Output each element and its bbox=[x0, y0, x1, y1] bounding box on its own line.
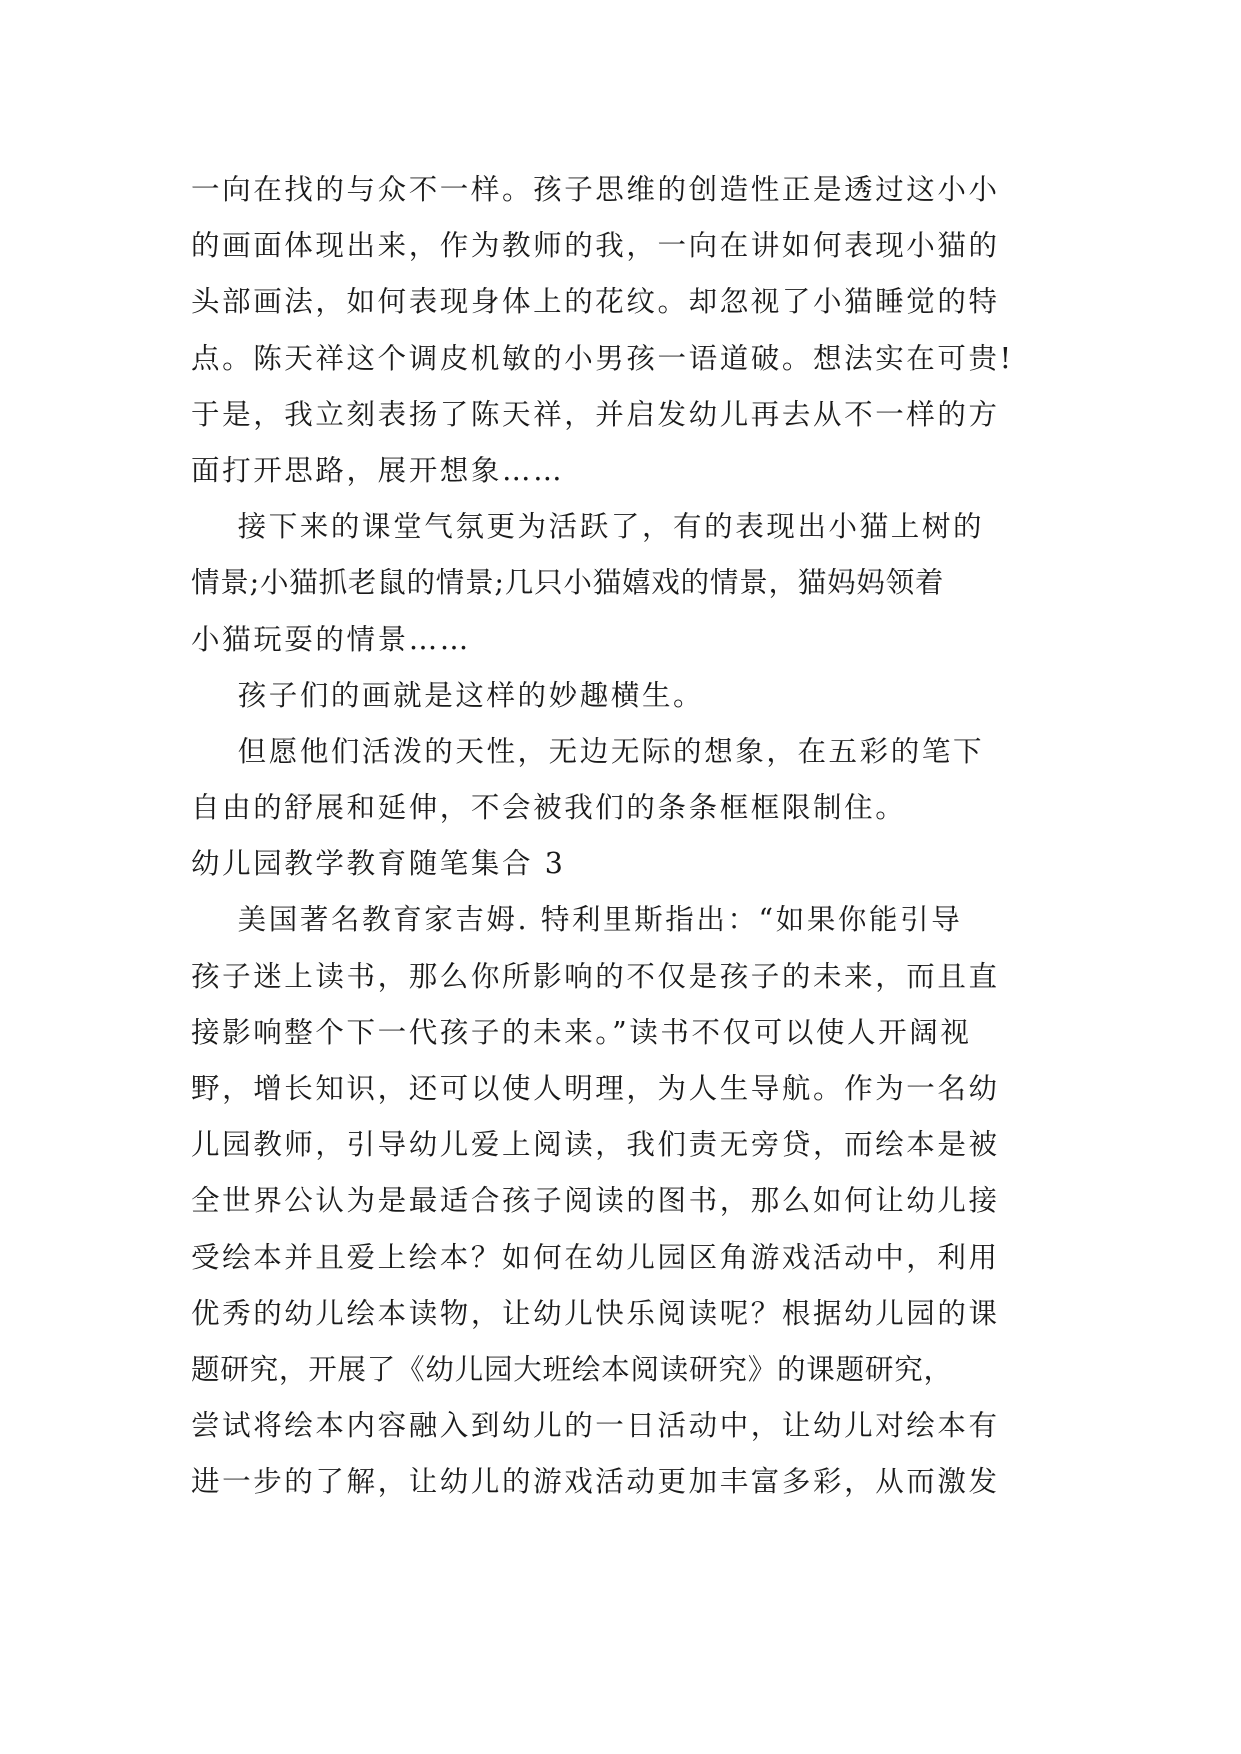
document-body bbox=[191, 162, 1061, 1511]
paragraph-line: 美国著名教育家吉姆. 特利里斯指出：“如果你能引导 bbox=[191, 903, 963, 937]
paragraph-line: 于是，我立刻表扬了陈天祥，并启发幼儿再去从不一样的方 bbox=[191, 397, 1000, 431]
paragraph-line: 接影响整个下一代孩子的未来。”读书不仅可以使人开阔视 bbox=[191, 1015, 972, 1049]
section-heading: 幼儿园教学教育随笔集合 3 bbox=[191, 847, 566, 881]
paragraph-line: 孩子们的画就是这样的妙趣横生。 bbox=[191, 678, 705, 712]
paragraph-line: 头部画法，如何表现身体上的花纹。却忽视了小猫睡觉的特 bbox=[191, 285, 1000, 319]
paragraph-line: 受绘本并且爱上绘本？如何在幼儿园区角游戏活动中，利用 bbox=[191, 1240, 1000, 1274]
paragraph-line: 儿园教师，引导幼儿爱上阅读，我们责无旁贷，而绘本是被 bbox=[191, 1128, 1000, 1162]
paragraph-line: 全世界公认为是最适合孩子阅读的图书，那么如何让幼儿接 bbox=[191, 1184, 1000, 1218]
paragraph-line: 的画面体现出来，作为教师的我，一向在讲如何表现小猫的 bbox=[191, 229, 1000, 263]
paragraph-line: 小猫玩耍的情景…… bbox=[191, 622, 471, 656]
paragraph-line: 进一步的了解，让幼儿的游戏活动更加丰富多彩，从而激发 bbox=[191, 1465, 1000, 1499]
paragraph-line: 接下来的课堂气氛更为活跃了，有的表现出小猫上树的 bbox=[191, 510, 985, 544]
paragraph-line: 野，增长知识，还可以使人明理，为人生导航。作为一名幼 bbox=[191, 1072, 1000, 1105]
paragraph-line: 尝试将绘本内容融入到幼儿的一日活动中，让幼儿对绘本有 bbox=[191, 1409, 1000, 1443]
paragraph-line: 面打开思路，展开想象…… bbox=[191, 453, 565, 487]
paragraph-line: 点。陈天祥这个调皮机敏的小男孩一语道破。想法实在可贵! bbox=[191, 341, 1014, 375]
paragraph-line: 情景;小猫抓老鼠的情景;几只小猫嬉戏的情景，猫妈妈领着 bbox=[191, 566, 945, 600]
paragraph-line: 孩子迷上读书，那么你所影响的不仅是孩子的未来，而且直 bbox=[191, 959, 1000, 993]
paragraph-line: 优秀的幼儿绘本读物，让幼儿快乐阅读呢？根据幼儿园的课 bbox=[191, 1296, 1000, 1330]
paragraph-line: 自由的舒展和延伸，不会被我们的条条框框限制住。 bbox=[191, 791, 907, 825]
paragraph-line: 但愿他们活泼的天性，无边无际的想象，在五彩的笔下 bbox=[191, 734, 985, 768]
paragraph-line: 一向在找的与众不一样。孩子思维的创造性正是透过这小小 bbox=[191, 173, 1000, 206]
paragraph-line: 题研究，开展了《幼儿园大班绘本阅读研究》的课题研究， bbox=[191, 1352, 953, 1386]
